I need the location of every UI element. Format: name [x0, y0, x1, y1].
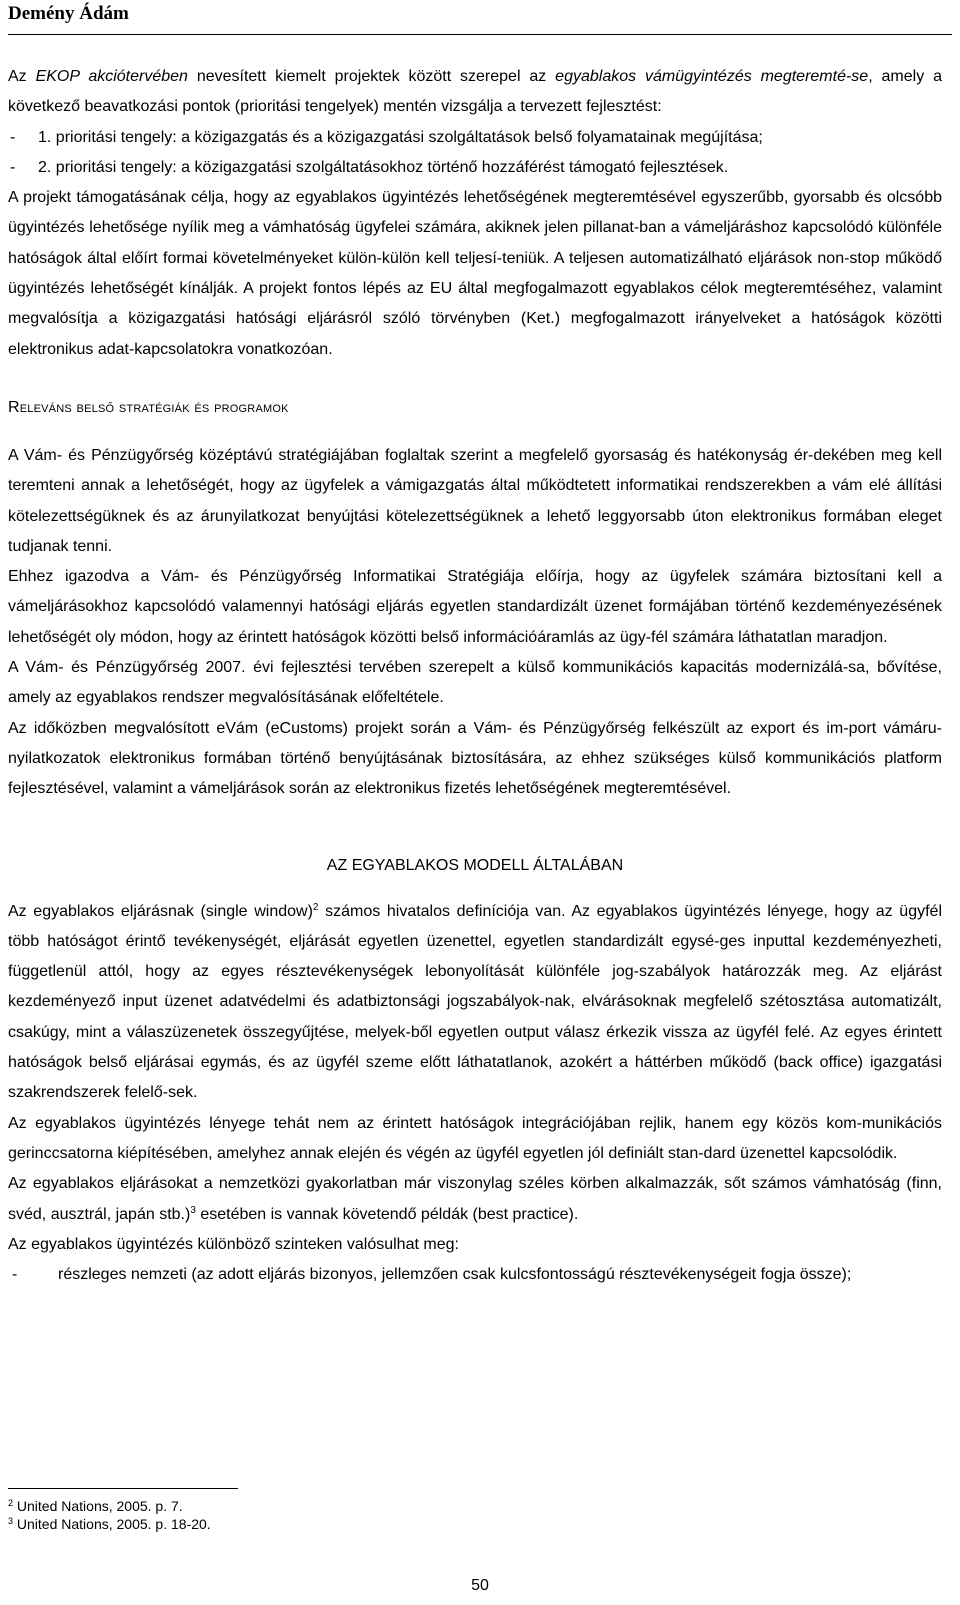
model-paragraph-4: Az egyablakos ügyintézés különböző szinteken valósulhat meg: — [8, 1235, 459, 1253]
strategy-paragraph-2: Ehhez igazodva a Vám- és Pénzügyőrség Informatikai Stratégiája előírja, hogy az ügyfelek számára biztosítani kell a vámeljárásokhoz kapcsolódó valamennyi hatósági eljárás egyetlen standardizált üzenet formájában történő kezdeményezésének lehetőségét oly módon, hogy az érintett hatóságok közötti belső információáramlás az ügy-fél számára láthatatlan maradjon. — [8, 568, 942, 646]
model-paragraph-2: Az egyablakos ügyintézés lényege tehát nem az érintett hatóságok integrációjában rejlik, hanem egy közös kom-munikációs gerinccsatorna kiépítésében, amelyhez annak elején és végén az ügyfél egyetlen jól definiált stan-dard üzenettel kapcsolódik. — [8, 1114, 942, 1162]
page-number: 50 — [471, 1577, 489, 1594]
strategy-paragraph-3: A Vám- és Pénzügyőrség 2007. évi fejlesztési tervében szerepelt a külső kommunikációs kapacitás modernizálá-sa, bővítése, amely az egyablakos rendszer megvalósításának előfeltétele. — [8, 659, 942, 707]
priority-text: 1. prioritási tengely: a közigazgatás és a közigazgatási szolgáltatások belső folyamatainak megújítása; — [38, 128, 763, 146]
intro-paragraph — [8, 62, 942, 123]
priority-item-2 — [8, 153, 942, 183]
model-paragraph-1 — [8, 897, 942, 1109]
list-dash: - — [10, 158, 16, 176]
footnote-rule — [8, 1488, 238, 1489]
intro-text-a: Az — [8, 68, 36, 85]
project-paragraph: A projekt támogatásának célja, hogy az egyablakos ügyintézés lehetőségének megteremtésével egyszerűbb, gyorsabb és olcsóbb ügyintézés lehetősége nyílik meg a vámhatóság ügyfelei számára, akiknek jelen pillanat-ban a vámeljáráshoz kapcsolódó különféle hatóságok által előírt formai követelményeket külön-külön kell teljesí-teniük. A teljesen automatizálható eljárások non-stop működő ügyintézés lehetőségét kínálják. A projekt fontos lépés az EU által megfogalmazott egyablakos célok megteremtéséhez, valamint megvalósítja a közigazgatási hatósági eljárásról szóló törvényben (Ket.) megfogalmazott irányelveket a hatóságok közötti elektronikus adat-kapcsolatokra vonatkozóan. — [8, 189, 942, 358]
page-header — [8, 0, 952, 35]
intro-italic-2: egyablakos vámügyintézés megteremté-se — [555, 68, 869, 85]
model-text-b: számos hivatalos definíciója van. Az egyablakos ügyintézés lényege, hogy az ügyfél több hatóságot érintő tevékenységét, eljárását egyetlen üzenettel, egyetlen standardizált egysé-ges inputtal kezdeményezheti, függetlenül attól, hogy az egyes résztevékenységek lebonyolítását különféle jog-szabályok határozzák meg. Az eljárást kezdeményező input üzenet adatvédelmi és adatbiztonsági jogszabályok-nak, elvárásoknak megfelelő szétosztása automatizált, csakúgy, mint a válaszüzenetek összegyűjtése, melyek-ből egyetlen output válasz érkezik vissza az ügyfél felé. Az egyes érintett hatóságok belső eljárásai egymás, és az ügyfél szeme előtt láthatatlanok, azokért a háttérben működő (back office) igazgatási szakrendszerek felelő-sek. — [8, 902, 942, 1102]
model-paragraph-3 — [8, 1169, 942, 1230]
list-dash: - — [10, 128, 16, 146]
strategy-paragraph-4: Az időközben megvalósított eVám (eCustoms) projekt során a Vám- és Pénzügyőrség felkészült az export és im-port vámáru-nyilatkozatok elektronikus formában történő benyújtásának biztosítására, az ehhez szükséges külső kommunikációs platform fejlesztésével, valamint a vámeljárások során az elektronikus fizetés lehetőségének megteremtésével. — [8, 719, 942, 798]
model-text-b: esetében is vannak követendő példák (best practice). — [195, 1205, 579, 1223]
footnote-2 — [8, 1497, 608, 1515]
list-dash: - — [12, 1266, 18, 1284]
strategy-paragraph-1: A Vám- és Pénzügyőrség középtávú stratégiájában foglaltak szerint a megfelelő gyorsaság és hatékonyság ér-dekében meg kell teremteni annak a lehetőségét, hogy az ügyfelek a vámigazgatás által működtetett informatikai rendszerekben a vám elé állítási kötelezettségüknek és az árunyilatkozat benyújtási kötelezettségüknek a lehető leggyorsabb úton elektronikus formában eleget tudjanak tenni. — [8, 446, 942, 555]
footnotes — [8, 1488, 608, 1533]
level-text: részleges nemzeti (az adott eljárás bizonyos, jellemzően csak kulcsfontosságú résztevékenységeit fogja össze); — [58, 1266, 852, 1284]
model-text-a: Az egyablakos eljárásnak (single window) — [8, 902, 313, 920]
header-title: Demény Ádám — [8, 3, 129, 24]
section-heading-strategies: Releváns belső stratégiák és programok — [8, 398, 289, 416]
section-heading-model: AZ EGYABLAKOS MODELL ÁLTALÁBAN — [326, 856, 624, 874]
intro-italic-1: EKOP akciótervében — [35, 68, 188, 85]
priority-text: 2. prioritási tengely: a közigazgatási szolgáltatásokhoz történő hozzáférést támogató fejlesztések. — [38, 158, 729, 176]
intro-text-c: , amely a következő beavatkozási pontok (prioritási tengelyek) mentén vizsgálja a tervezett fejlesztést: — [8, 68, 942, 116]
footnote-text: United Nations, 2005. p. 7. — [16, 1498, 183, 1514]
footnote-3 — [8, 1515, 608, 1533]
footnote-number: 2 — [8, 1498, 14, 1508]
page-content — [8, 62, 942, 1290]
footnote-number: 3 — [8, 1516, 14, 1526]
level-item-1 — [8, 1260, 942, 1290]
priority-item-1 — [8, 123, 942, 153]
footnote-text: United Nations, 2005. p. 18-20. — [16, 1516, 211, 1532]
footnote-ref-3[interactable]: 3 — [190, 1204, 196, 1216]
intro-text-b: nevesített kiemelt projektek között szerepel az — [187, 68, 556, 85]
model-text-a: Az egyablakos eljárásokat a nemzetközi gyakorlatban már viszonylag széles körben alkalmazzák, sőt számos vámhatóság (finn, svéd, ausztrál, japán stb.) — [8, 1175, 942, 1223]
footnote-ref-2[interactable]: 2 — [312, 901, 319, 913]
